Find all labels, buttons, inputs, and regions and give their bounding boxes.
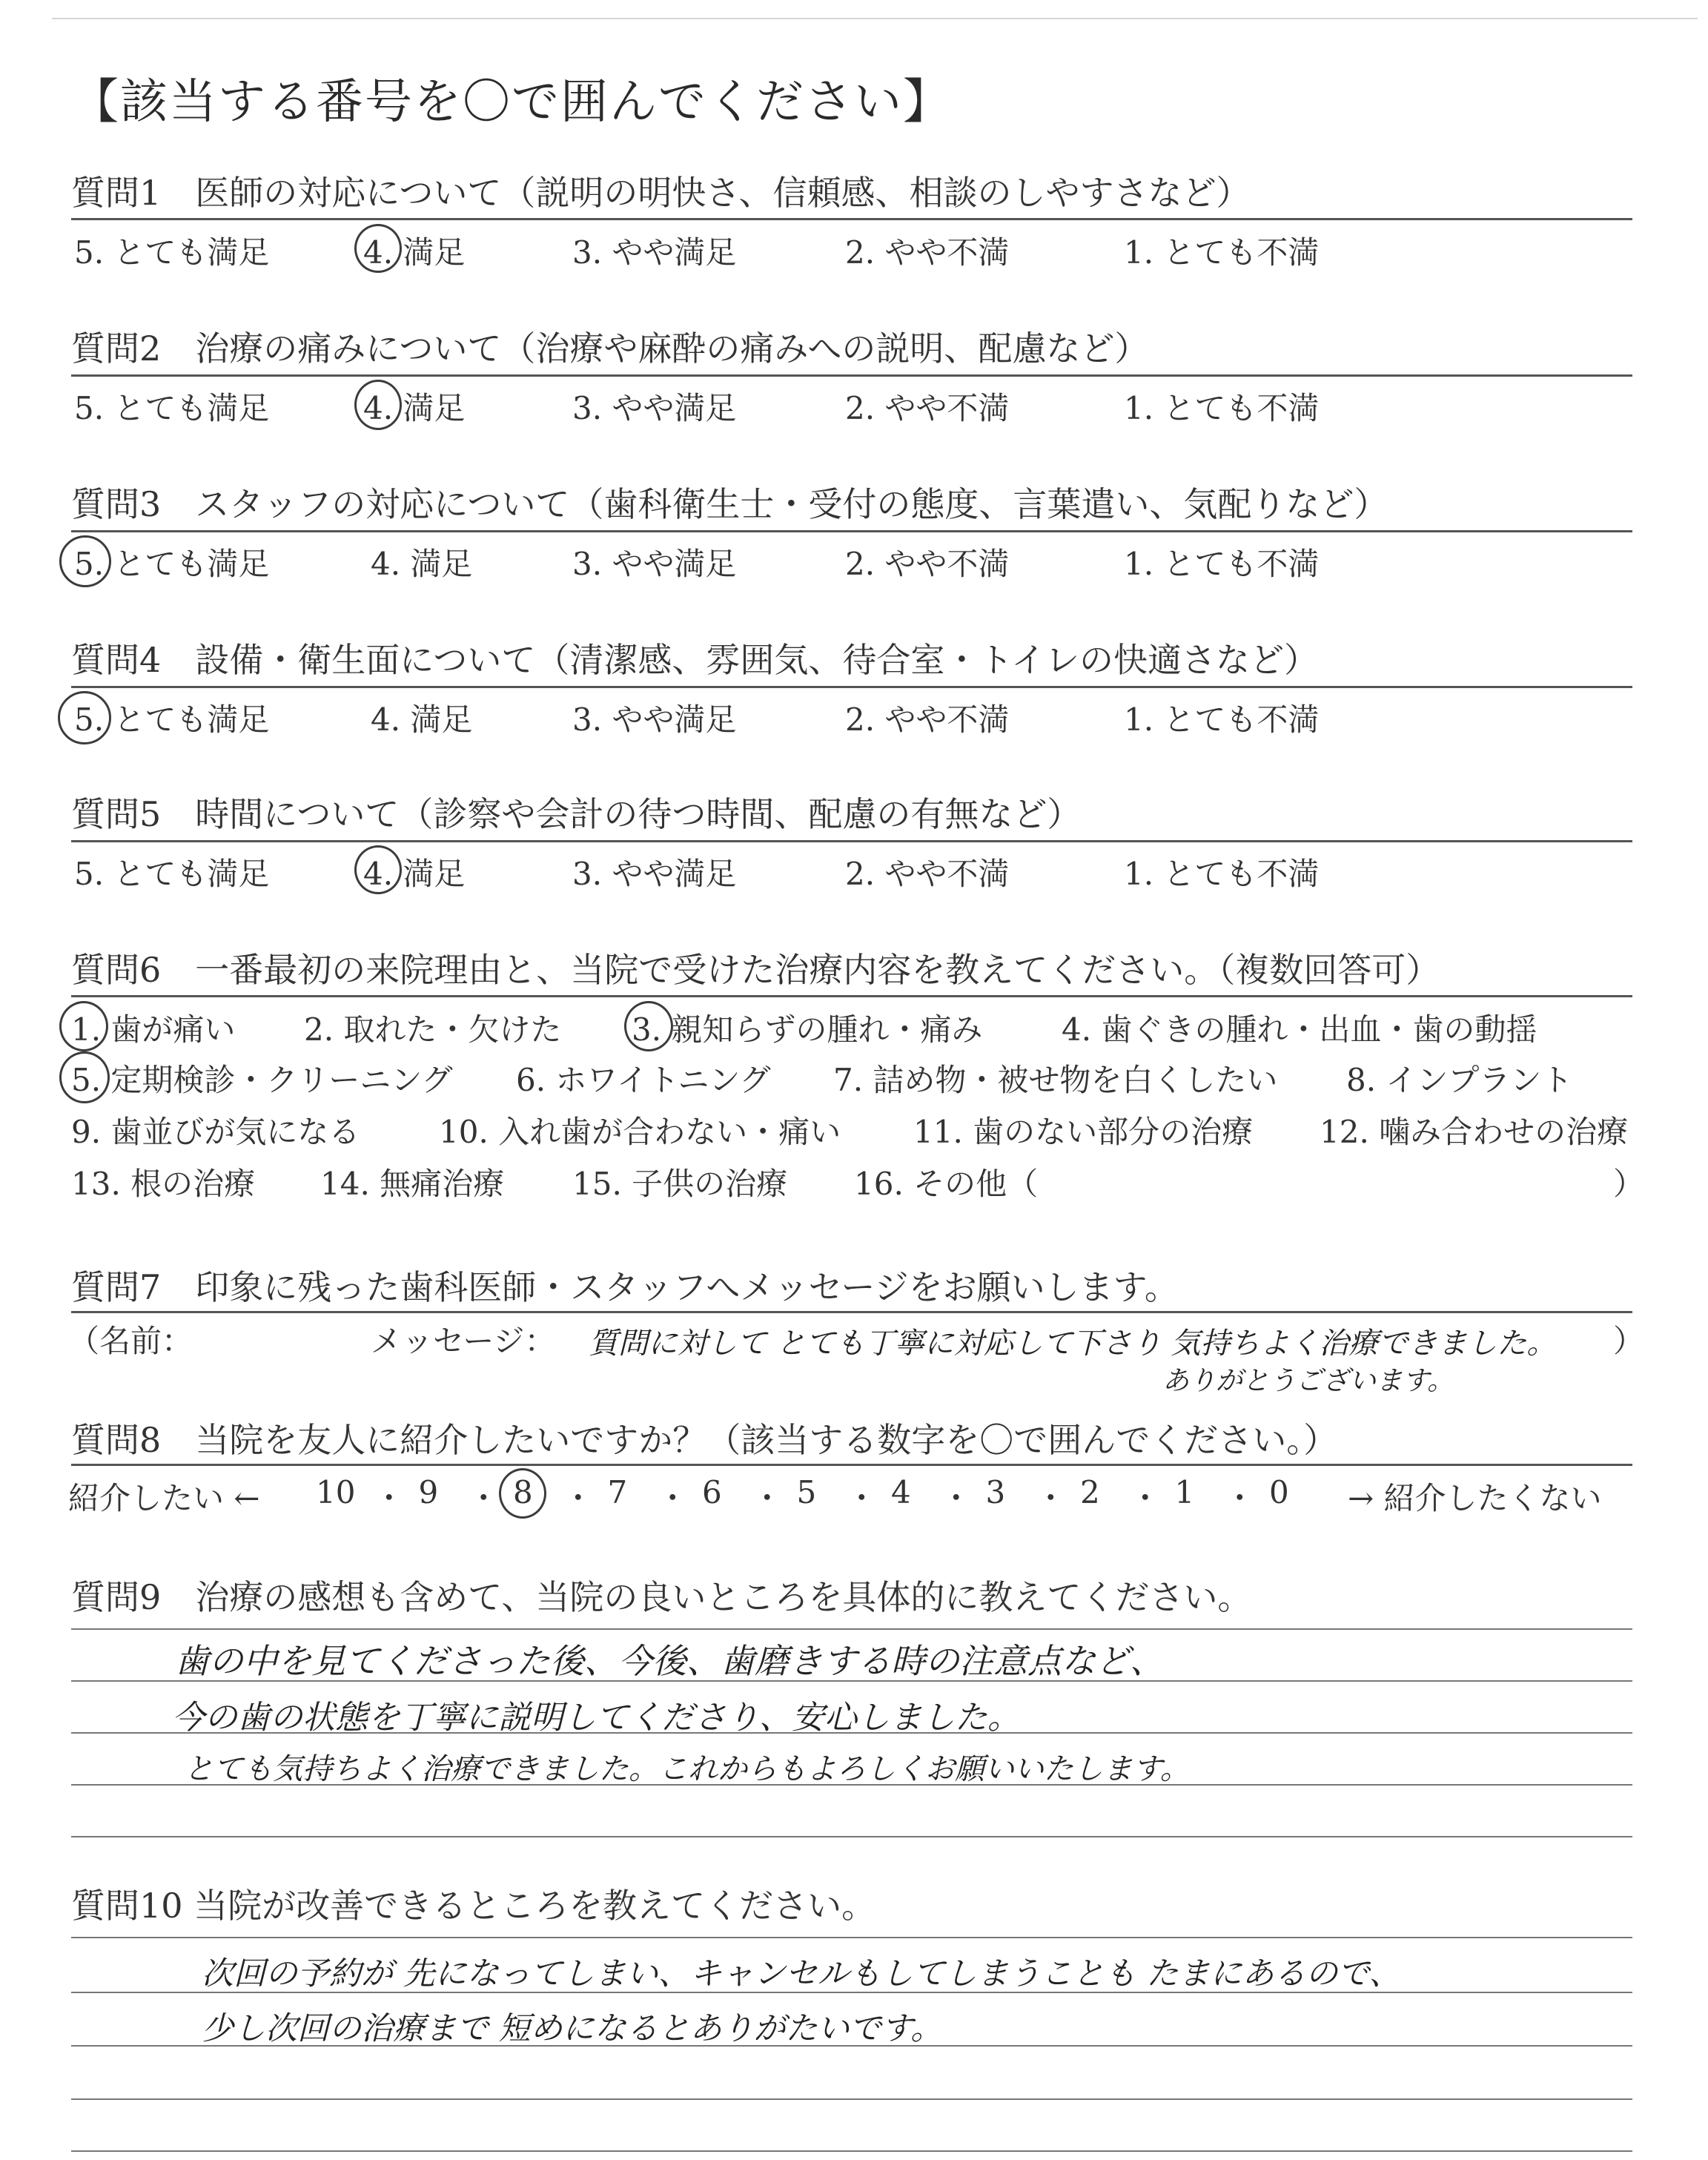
option-1[interactable]: 1. とても不満 — [1124, 546, 1320, 582]
name-label: （名前： — [68, 1323, 193, 1359]
reason-option[interactable]: 10. 入れ歯が合わない・痛い — [439, 1114, 841, 1150]
selection-circle — [354, 845, 402, 894]
handwritten-message: ありがとうございます。 — [1162, 1366, 1454, 1396]
option-2[interactable]: 2. やや不満 — [845, 390, 1010, 426]
scale-number-8[interactable]: 8 — [513, 1474, 533, 1510]
reason-option[interactable]: 14. 無痛治療 — [320, 1166, 505, 1202]
scale-number-9[interactable]: 9 — [418, 1474, 439, 1510]
reason-option[interactable]: 2. 取れた・欠けた — [304, 1011, 562, 1048]
question-heading: 質問3 スタッフの対応について（歯科衛生士・受付の態度、言葉遣い、気配りなど） — [71, 484, 1388, 524]
answer-rule — [71, 686, 1632, 688]
reason-option[interactable]: 5. 定期検診・クリーニング — [71, 1062, 453, 1098]
scale-separator: ・ — [1129, 1480, 1161, 1516]
reason-option[interactable]: 7. 詰め物・被せ物を白くしたい — [833, 1062, 1278, 1098]
message-label: メッセージ： — [371, 1323, 556, 1359]
writing-line — [71, 2098, 1632, 2100]
option-1[interactable]: 1. とても不満 — [1124, 390, 1320, 426]
writing-line — [71, 2150, 1632, 2152]
option-3[interactable]: 3. やや満足 — [572, 546, 737, 582]
option-4[interactable]: 4. 満足 — [363, 234, 466, 271]
writing-line — [71, 1628, 1632, 1630]
close-paren: ） — [1613, 1323, 1645, 1359]
selection-circle — [499, 1468, 546, 1519]
option-3[interactable]: 3. やや満足 — [572, 390, 737, 426]
option-3[interactable]: 3. やや満足 — [572, 856, 737, 892]
scale-separator: ・ — [562, 1480, 594, 1516]
question-heading: 質問4 設備・衛生面について（清潔感、雰囲気、待合室・トイレの快適さなど） — [71, 640, 1319, 680]
writing-line — [71, 1836, 1632, 1837]
handwritten-answer: 歯の中を見てくださった後、今後、歯磨きする時の注意点など、 — [175, 1641, 1164, 1681]
handwritten-answer: 少し次回の治療まで 短めになるとありがたいです。 — [202, 2010, 943, 2047]
handwritten-answer: 次回の予約が 先になってしまい、キャンセルもしてしまうことも たまにあるので、 — [202, 1955, 1401, 1992]
scale-left-label: 紹介したい ← — [68, 1480, 260, 1516]
reason-option-other[interactable]: 16. その他（ — [854, 1166, 1039, 1202]
option-1[interactable]: 1. とても不満 — [1124, 856, 1320, 892]
answer-rule — [71, 1464, 1632, 1466]
option-1[interactable]: 1. とても不満 — [1124, 234, 1320, 271]
option-5[interactable]: 5. とても満足 — [74, 390, 270, 426]
question-heading: 質問5 時間について（診察や会計の待つ時間、配慮の有無など） — [71, 794, 1082, 834]
reason-option[interactable]: 3. 親知らずの腫れ・痛み — [632, 1011, 983, 1048]
option-4[interactable]: 4. 満足 — [371, 546, 473, 582]
close-paren: ） — [1613, 1166, 1645, 1202]
option-5[interactable]: 5. とても満足 — [74, 701, 270, 738]
selection-circle — [59, 1001, 108, 1051]
option-4[interactable]: 4. 満足 — [363, 390, 466, 426]
handwritten-answer: 今の歯の状態を丁寧に説明してくださり、安心しました。 — [172, 1699, 1020, 1737]
scale-number-7[interactable]: 7 — [607, 1474, 628, 1510]
scale-separator: ・ — [751, 1480, 783, 1516]
answer-rule — [71, 218, 1632, 220]
answer-rule — [71, 1311, 1632, 1313]
scale-separator: ・ — [373, 1480, 405, 1516]
option-4[interactable]: 4. 満足 — [363, 856, 466, 892]
option-2[interactable]: 2. やや不満 — [845, 234, 1010, 271]
option-1[interactable]: 1. とても不満 — [1124, 701, 1320, 738]
scale-number-0[interactable]: 0 — [1269, 1474, 1289, 1510]
answer-rule — [71, 840, 1632, 842]
reason-option[interactable]: 6. ホワイトニング — [516, 1062, 771, 1098]
scale-number-6[interactable]: 6 — [702, 1474, 722, 1510]
option-2[interactable]: 2. やや不満 — [845, 856, 1010, 892]
answer-rule — [71, 995, 1632, 997]
option-5[interactable]: 5. とても満足 — [74, 546, 270, 582]
option-4[interactable]: 4. 満足 — [371, 701, 473, 738]
answer-rule — [71, 530, 1632, 532]
selection-circle — [354, 380, 402, 430]
scale-number-10[interactable]: 10 — [316, 1474, 356, 1510]
scale-separator: ・ — [468, 1480, 500, 1516]
scale-number-5[interactable]: 5 — [796, 1474, 817, 1510]
option-5[interactable]: 5. とても満足 — [74, 234, 270, 271]
selection-circle — [59, 1051, 110, 1103]
scale-separator: ・ — [1035, 1480, 1067, 1516]
selection-circle — [354, 224, 402, 273]
reason-option[interactable]: 8. インプラント — [1346, 1062, 1573, 1098]
question-heading: 質問10 当院が改善できるところを教えてください。 — [71, 1886, 876, 1926]
writing-line — [71, 1937, 1632, 1938]
question-heading: 質問1 医師の対応について（説明の明快さ、信頼感、相談のしやすさなど） — [71, 173, 1251, 213]
scale-number-4[interactable]: 4 — [891, 1474, 911, 1510]
reason-option[interactable]: 4. 歯ぐきの腫れ・出血・歯の動揺 — [1062, 1011, 1537, 1048]
top-border — [52, 18, 1698, 19]
option-3[interactable]: 3. やや満足 — [572, 701, 737, 738]
scale-separator: ・ — [940, 1480, 972, 1516]
reason-option[interactable]: 1. 歯が痛い — [71, 1011, 236, 1048]
answer-rule — [71, 374, 1632, 377]
reason-option[interactable]: 12. 噛み合わせの治療 — [1320, 1114, 1629, 1150]
scale-number-1[interactable]: 1 — [1174, 1474, 1195, 1510]
selection-circle — [59, 535, 111, 587]
option-3[interactable]: 3. やや満足 — [572, 234, 737, 271]
scale-number-3[interactable]: 3 — [985, 1474, 1006, 1510]
handwritten-answer: とても気持ちよく治療できました。これからもよろしくお願いいたします。 — [184, 1752, 1190, 1786]
selection-circle — [58, 691, 111, 744]
question-heading: 質問6 一番最初の来院理由と、当院で受けた治療内容を教えてください。（複数回答可） — [71, 950, 1440, 990]
reason-option[interactable]: 13. 根の治療 — [71, 1166, 256, 1202]
scale-right-label: → 紹介したくない — [1348, 1480, 1602, 1516]
option-2[interactable]: 2. やや不満 — [845, 701, 1010, 738]
scale-separator: ・ — [657, 1480, 689, 1516]
scale-number-2[interactable]: 2 — [1080, 1474, 1100, 1510]
selection-circle — [624, 1001, 673, 1051]
reason-option[interactable]: 15. 子供の治療 — [572, 1166, 788, 1202]
scale-separator: ・ — [1224, 1480, 1256, 1516]
scale-separator: ・ — [846, 1480, 878, 1516]
option-5[interactable]: 5. とても満足 — [74, 856, 270, 892]
question-heading: 質問7 印象に残った歯科医師・スタッフへメッセージをお願いします。 — [71, 1267, 1179, 1307]
page-title: 【該当する番号を〇で囲んでください】 — [71, 75, 952, 130]
question-heading: 質問8 当院を友人に紹介したいですか？（該当する数字を〇で囲んでください。） — [71, 1420, 1338, 1460]
option-2[interactable]: 2. やや不満 — [845, 546, 1010, 582]
reason-option[interactable]: 9. 歯並びが気になる — [71, 1114, 360, 1150]
handwritten-message: 質問に対して とても丁寧に対応して下さり 気持ちよく治療できました。 — [589, 1327, 1557, 1361]
question-heading: 質問2 治療の痛みについて（治療や麻酔の痛みへの説明、配慮など） — [71, 328, 1149, 369]
question-heading: 質問9 治療の感想も含めて、当院の良いところを具体的に教えてください。 — [71, 1577, 1252, 1617]
reason-option[interactable]: 11. 歯のない部分の治療 — [913, 1114, 1254, 1150]
